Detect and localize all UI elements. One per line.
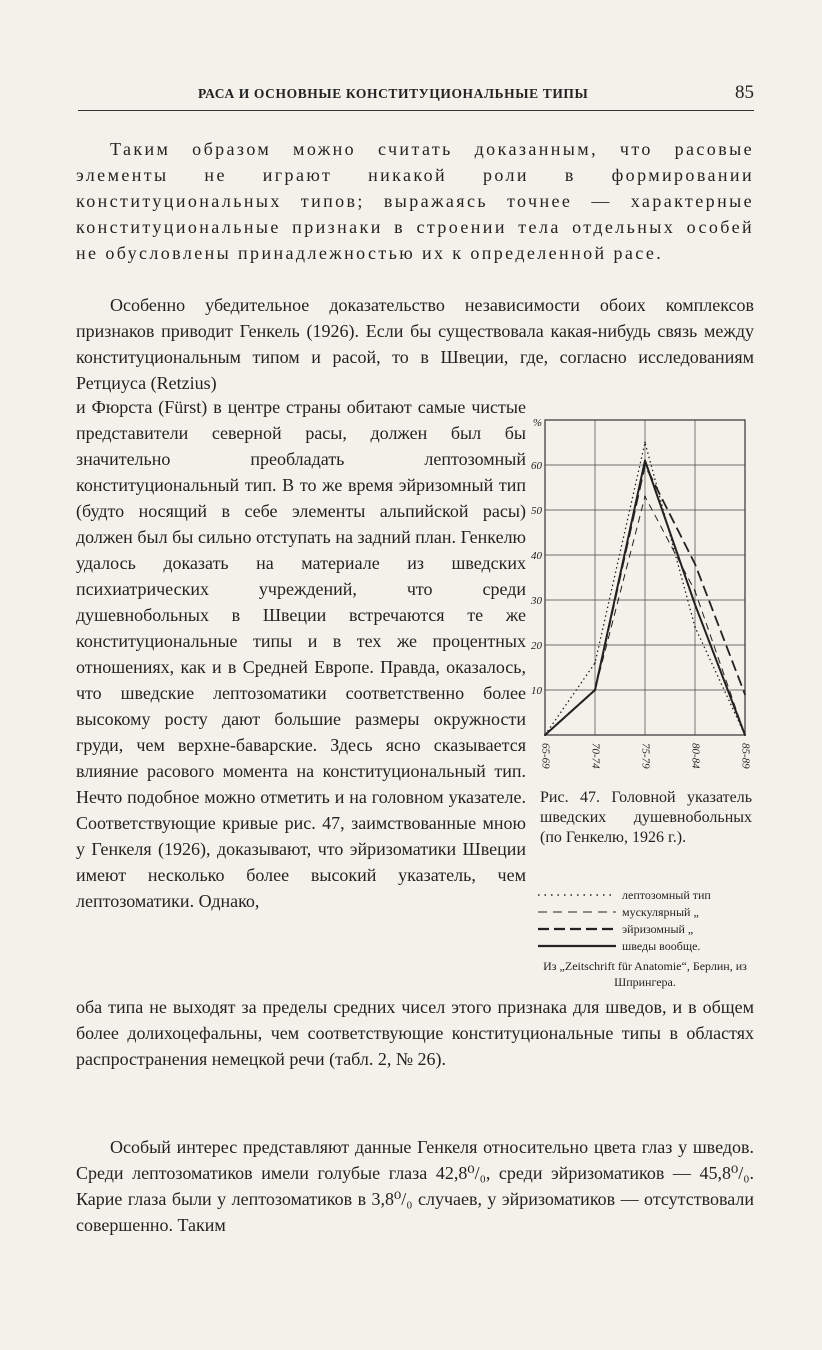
- data-point: [644, 496, 646, 498]
- x-tick-label: 85-89: [739, 743, 752, 769]
- page-number: 85: [735, 82, 754, 103]
- legend-row-eurysome: [536, 922, 754, 939]
- x-tick-label: 70-74: [589, 743, 602, 769]
- figure-47: [520, 400, 776, 795]
- data-point: [644, 460, 646, 462]
- data-point: [694, 626, 696, 628]
- x-tick-label: 65-69: [539, 743, 552, 769]
- data-point: [744, 694, 746, 696]
- y-tick-label: 10: [531, 685, 542, 697]
- data-point: [644, 442, 646, 444]
- x-tick-label: 75-79: [639, 743, 652, 769]
- data-point: [544, 734, 546, 736]
- data-point: [594, 689, 596, 691]
- data-point: [744, 734, 746, 736]
- legend-row-swedes: [536, 939, 754, 956]
- data-point: [694, 563, 696, 565]
- data-point: [694, 590, 696, 592]
- paragraph-eye-color: Особый интерес представляют данные Генкеля относительно цвета глаз у шведов. Среди лептозоматиков имели голубые глаза 42,8⁰/₀, среди эйризоматиков — 45,8⁰/₀. Карие глаза были у лептозоматиков в 3,8⁰/₀ случаев, у эйризоматиков — отсутствовали совершенно. Таким: [76, 1137, 754, 1235]
- paragraph-genkel-intro: Особенно убедительное доказательство независимости обоих комплексов признаков приводит Генкель (1926). Если бы существовала какая-нибудь связь между конституциональным типом и расой, то в Швеции, где, согласно исследованиям Ретциуса (Retzius): [76, 295, 754, 393]
- legend-row-muscular: [536, 905, 754, 922]
- legend-row-leptosome: [536, 888, 754, 905]
- data-point: [594, 662, 596, 664]
- y-tick-label: 60: [531, 460, 542, 472]
- running-title: РАСА И ОСНОВНЫЕ КОНСТИТУЦИОНАЛЬНЫЕ ТИПЫ: [198, 86, 589, 101]
- y-tick-label: 50: [531, 505, 542, 517]
- data-point: [694, 604, 696, 606]
- paragraph-spaced-conclusion: Таким образом можно считать доказанным, что расовые элементы не играют никакой роли в формировании конституциональных типов; выражаясь точнее — характерные конституциональные признаки в строении тела отдельных особей не обусловлены принадлежностью их к определенной расе.: [76, 139, 754, 263]
- legend-label-leptosome: лептозомный тип: [622, 888, 711, 902]
- x-tick-label: 80-84: [689, 743, 702, 769]
- figure-caption: Рис. 47. Головной указатель шведских душевнобольных (по Генкелю, 1926 г.).: [540, 789, 752, 846]
- legend-label-muscular: мускулярный „: [622, 905, 699, 919]
- y-tick-label: 40: [531, 550, 542, 562]
- paragraph-genkel-tail: оба типа не выходят за пределы средних чисел этого признака для шведов, и в общем более долихоцефальны, чем соответствующие конституциональные типы в областях распространения немецкой речи (табл. 2, № 26).: [76, 997, 754, 1069]
- paragraph-genkel-wrapped: и Фюрста (Fürst) в центре страны обитают самые чистые представители северной расы, должен был бы значительно преобладать лептозомный конституциональный тип. В то же время эйризомный тип (будто носящий в себе элементы альпийской расы) должен был бы сильно отступать на задний план. Генкелю удалось доказать на материале из шведских психиатрических учреждений, что среди душевнобольных в Швеции встречаются те же конституциональные типы и в тех же процентных отношениях, как и в Средней Европе. Правда, оказалось, что шведские лептозоматики соответственно более высокому росту дают большие размеры окружности груди, чем верхне-баварские. Здесь ясно сказывается влияние расового момента на конституциональный тип. Нечто подобное можно отметить и на головном указателе. Соответствующие кривые рис. 47, заимствованные мною у Генкеля (1926), доказывают, что эйризоматики Швеции имеют несколько более высокий указатель, чем лептозоматики. Однако,: [76, 397, 526, 911]
- legend-label-eurysome: эйризомный „: [622, 922, 694, 936]
- y-unit-label: %: [532, 417, 542, 429]
- legend-label-swedes: шведы вообще.: [622, 939, 701, 953]
- figure-legend: [536, 888, 754, 990]
- y-tick-label: 20: [531, 640, 542, 652]
- head-index-chart: [520, 400, 776, 795]
- figure-source: Из „Zeitschrift für Anatomie“, Берлин, из Шпрингера.: [543, 959, 747, 989]
- running-header: [78, 80, 754, 111]
- y-tick-label: 30: [531, 595, 542, 607]
